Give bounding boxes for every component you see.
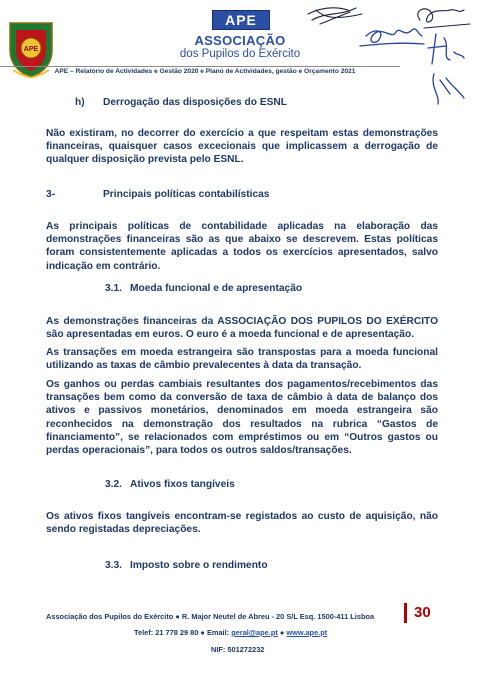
footer-contacts bbox=[134, 628, 374, 637]
page-number: 30 bbox=[414, 604, 431, 621]
section-3-number: 3- bbox=[46, 189, 56, 200]
org-name-line1: ASSOCIAÇÃO bbox=[194, 33, 286, 48]
footer-email-link[interactable]: geral@ape.pt bbox=[231, 628, 278, 637]
section-3-2-title: Ativos fixos tangíveis bbox=[130, 479, 235, 490]
footer-nif: NIF: 501272232 bbox=[211, 645, 265, 654]
footer-phone: Telef: 21 778 29 80 ● Email: bbox=[134, 628, 230, 637]
paragraph-esnl: Não existiram, no decorrer do exercício a que respeitam estas demonstrações financeiras, quaisquer casos excecionais que implicassem a derrogação de qualquer disposição prevista pelo ESNL. bbox=[46, 128, 438, 166]
section-3-1-number: 3.1. bbox=[105, 283, 122, 294]
footer-address: Associação dos Pupilos do Exército ● R. Major Neutel de Abreu - 20 S/L Esq. 1500-411 Lisboa bbox=[46, 612, 375, 621]
section-h-title: Derrogação das disposições do ESNL bbox=[103, 97, 287, 108]
paragraph-fixed-assets: Os ativos fixos tangíveis encontram-se registados ao custo de aquisição, não sendo registadas depreciações. bbox=[46, 511, 438, 536]
org-name-line2: dos Pupilos do Exército bbox=[179, 48, 301, 60]
paragraph-currency-1: As demonstrações financeiras da ASSOCIAÇÃO DOS PUPILOS DO EXÉRCITO são apresentadas em euros. O euro é a moeda funcional e de apresentação. bbox=[46, 316, 438, 341]
section-3-title: Principais políticas contabilísticas bbox=[103, 189, 270, 200]
section-3-3-title: Imposto sobre o rendimento bbox=[130, 560, 268, 571]
handwritten-signatures bbox=[300, 0, 480, 110]
section-h-label: h) bbox=[75, 97, 85, 108]
section-3-3-number: 3.3. bbox=[105, 560, 122, 571]
section-3-2-number: 3.2. bbox=[105, 479, 122, 490]
section-3-1-title: Moeda funcional e de apresentação bbox=[130, 283, 303, 294]
paragraph-policies: As principais políticas de contabilidade aplicadas na elaboração das demonstrações financeiras são as que abaixo se descrevem. Estas políticas foram consistentemente aplicadas a todos os exercícios apresentados, salvo indicação em contrário. bbox=[46, 221, 438, 272]
paragraph-currency-3: Os ganhos ou perdas cambiais resultantes dos pagamentos/recebimentos das transações bem como da conversão de taxa de câmbio à data de balanço dos ativos e passivos monetários, denominados em moeda estrangeira são reconhecidos na demonstração dos resultados na rubrica “Gastos de financiamento”, se relacionados com empréstimos ou em “Outros gastos ou perdas operacionais”, para todos os outros saldos/transações. bbox=[46, 379, 438, 457]
ape-brand-box: APE bbox=[212, 10, 270, 30]
footer-separator: ● bbox=[279, 628, 285, 637]
svg-text:APE: APE bbox=[23, 46, 39, 53]
header-caption: APE – Relatório de Actividades e Gestão 2020 e Plano de Actividades, gestão e Orçamento 2021 bbox=[54, 68, 356, 75]
footer-website-link[interactable]: www.ape.pt bbox=[286, 628, 328, 637]
page-number-bar bbox=[404, 603, 407, 623]
paragraph-currency-2: As transações em moeda estrangeira são transpostas para a moeda funcional utilizando as taxas de câmbio prevalecentes à data da transação. bbox=[46, 347, 438, 372]
